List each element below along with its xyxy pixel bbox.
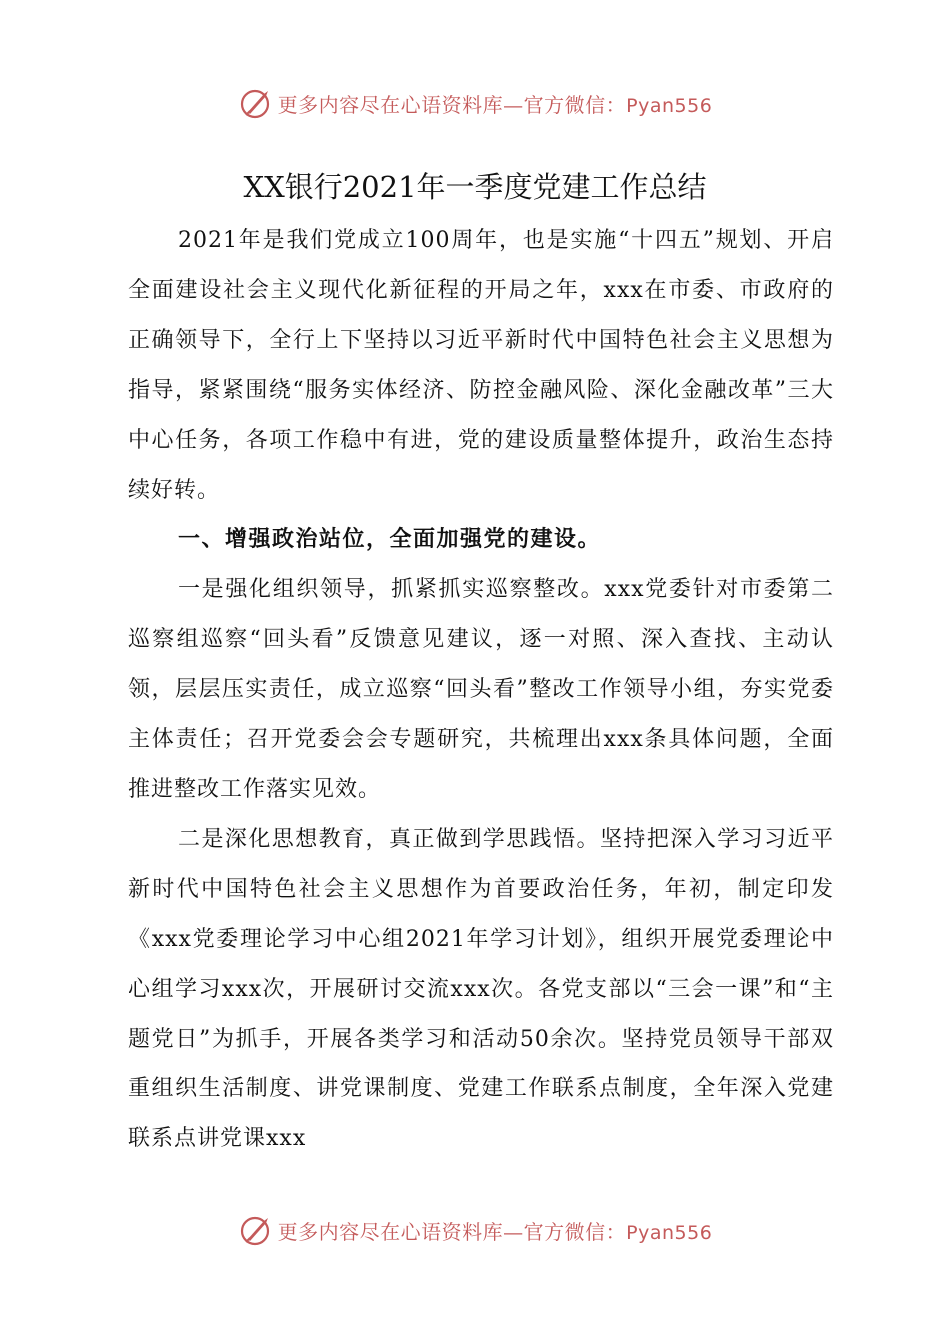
body-paragraph: 二是深化思想教育，真正做到学思践悟。坚持把深入学习习近平新时代中国特色社会主义思想作为首要政治任务，年初，制定印发《xxx党委理论学习中心组2021年学习计划》，组织开展党委理论中心组学习xxx次，开展研讨交流xxx次。各党支部以“三会一课”和“主题党日”为抓手，开展各类学习和活动50余次。坚持党员领导干部双重组织生活制度、讲党课制度、党建工作联系点制度，全年深入党建联系点讲党课xxx bbox=[128, 826, 834, 1152]
document-title: XX银行2021年一季度党建工作总结 bbox=[243, 170, 707, 204]
header-banner bbox=[0, 83, 950, 123]
wechat-id: Pyan556 bbox=[626, 1221, 713, 1244]
pen-logo-icon bbox=[238, 1212, 274, 1248]
pen-logo-icon bbox=[238, 85, 274, 121]
document-body bbox=[128, 216, 834, 1164]
footer-banner bbox=[0, 1210, 950, 1250]
section-heading: 一、增强政治站位，全面加强党的建设。 bbox=[178, 527, 602, 553]
banner-text: 更多内容尽在心语资料库—官方微信：Pyan556 bbox=[277, 92, 713, 117]
wechat-id: Pyan556 bbox=[626, 94, 713, 117]
banner-text: 更多内容尽在心语资料库—官方微信：Pyan556 bbox=[277, 1219, 713, 1244]
body-paragraph: 一是强化组织领导，抓紧抓实巡察整改。xxx党委针对市委第二巡察组巡察“回头看”反馈意见建议，逐一对照、深入查找、主动认领，层层压实责任，成立巡察“回头看”整改工作领导小组，夯实党委主体责任；召开党委会会专题研究，共梳理出xxx条具体问题，全面推进整改工作落实见效。 bbox=[128, 577, 834, 802]
intro-paragraph: 2021年是我们党成立100周年，也是实施“十四五”规划、开启全面建设社会主义现代化新征程的开局之年，xxx在市委、市政府的正确领导下，全行上下坚持以习近平新时代中国特色社会主义思想为指导，紧紧围绕“服务实体经济、防控金融风险、深化金融改革”三大中心任务，各项工作稳中有进，党的建设质量整体提升，政治生态持续好转。 bbox=[128, 228, 834, 503]
